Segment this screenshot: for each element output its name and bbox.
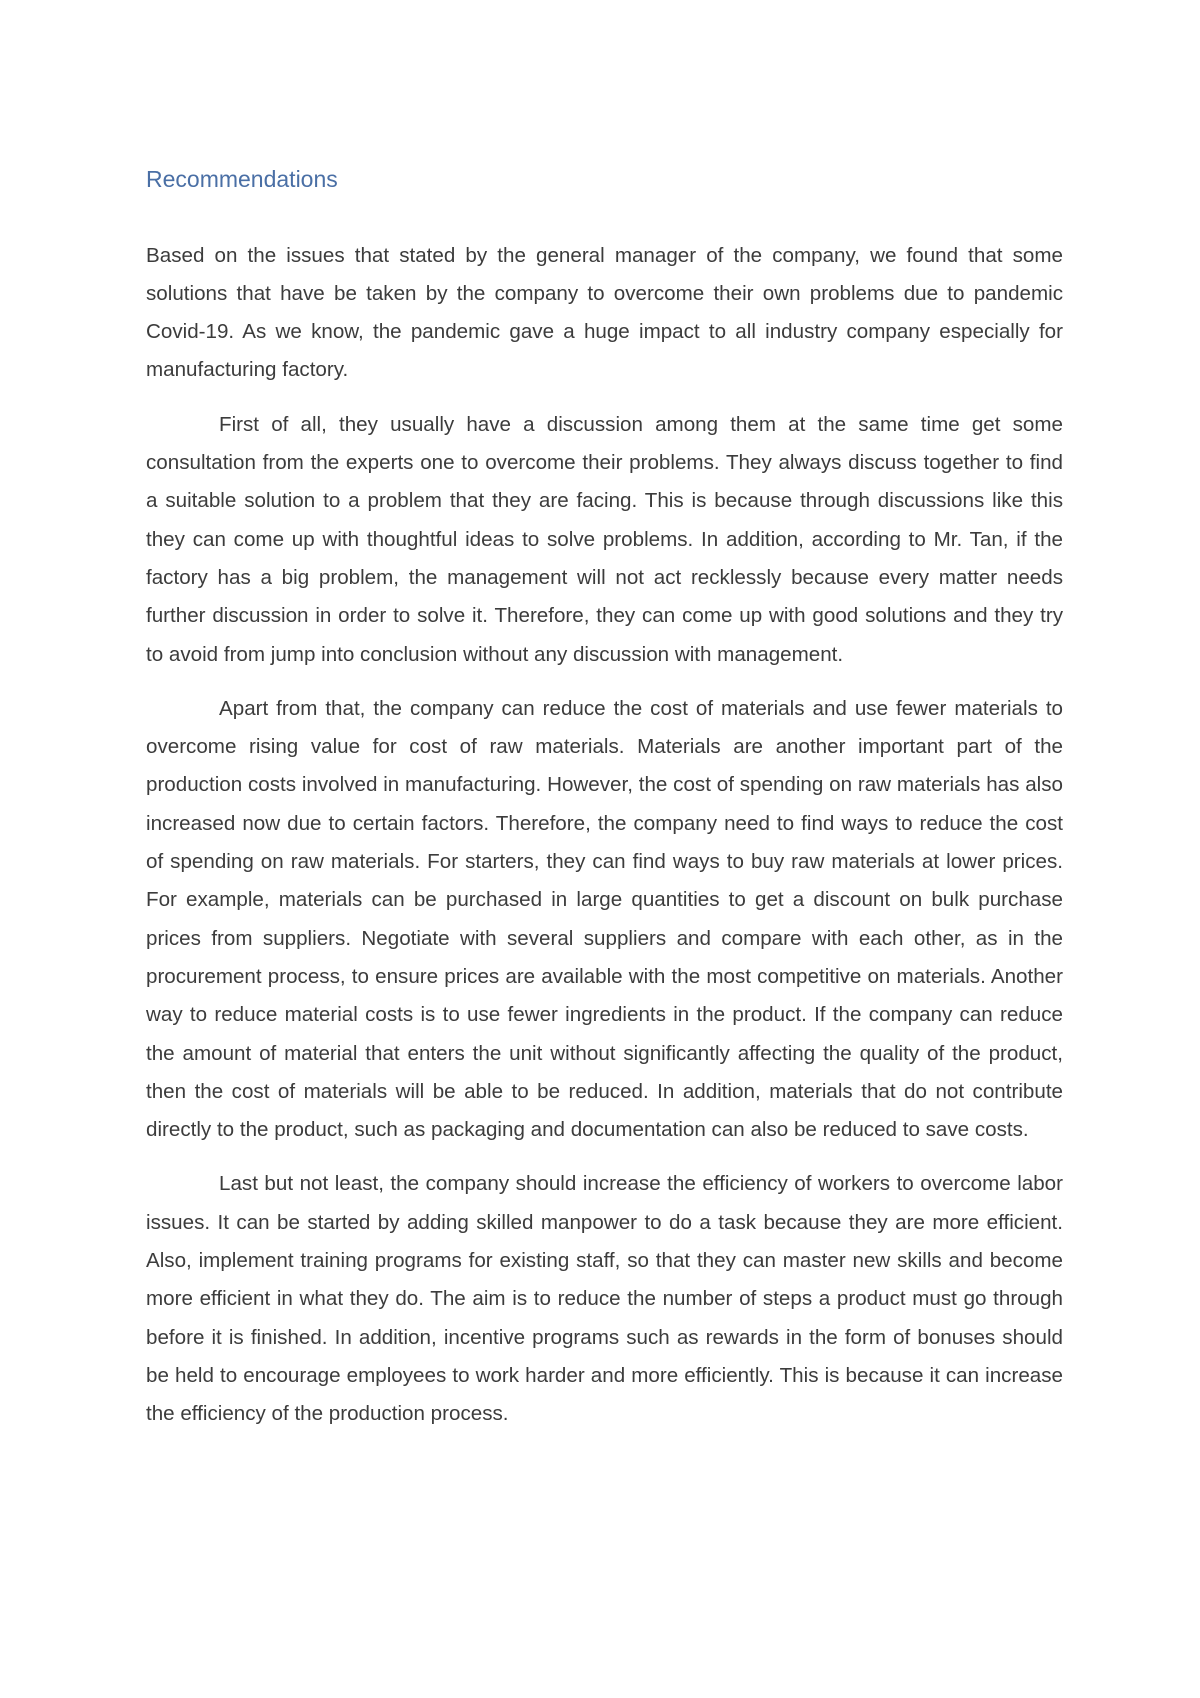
paragraph-intro: Based on the issues that stated by the general manager of the company, we found that some solutions that have be taken by the company to overcome their own problems due to pandemic Covid-19. As we know, the pandemic gave a huge impact to all industry company especially for manufacturing factory. xyxy=(146,243,1063,382)
section-heading: Recommendations xyxy=(146,166,338,192)
paragraph-efficiency: Last but not least, the company should increase the efficiency of workers to overcome labor issues. It can be started by adding skilled manpower to do a task because they are more efficient. Also, implement training programs for existing staff, so that they can master new skills and become more efficient in what they do. The aim is to reduce the number of steps a product must go through before it is finished. In addition, incentive programs such as rewards in the form of bonuses should be held to encourage employees to work harder and more efficiently. This is because it can increase the efficiency of the production process. xyxy=(146,1172,1063,1426)
document-body xyxy=(146,166,1063,1450)
paragraph-discussion: First of all, they usually have a discussion among them at the same time get some consultation from the experts one to overcome their problems. They always discuss together to find a suitable solution to a problem that they are facing. This is because through discussions like this they can come up with thoughtful ideas to solve problems. In addition, according to Mr. Tan, if the factory has a big problem, the management will not act recklessly because every matter needs further discussion in order to solve it. Therefore, they can come up with good solutions and they try to avoid from jump into conclusion without any discussion with management. xyxy=(146,412,1063,666)
paragraph-materials: Apart from that, the company can reduce the cost of materials and use fewer materials to overcome rising value for cost of raw materials. Materials are another important part of the production costs involved in manufacturing. However, the cost of spending on raw materials has also increased now due to certain factors. Therefore, the company need to find ways to reduce the cost of spending on raw materials. For starters, they can find ways to buy raw materials at lower prices. For example, materials can be purchased in large quantities to get a discount on bulk purchase prices from suppliers. Negotiate with several suppliers and compare with each other, as in the procurement process, to ensure prices are available with the most competitive on materials. Another way to reduce material costs is to use fewer ingredients in the product. If the company can reduce the amount of material that enters the unit without significantly affecting the quality of the product, then the cost of materials will be able to be reduced. In addition, materials that do not contribute directly to the product, such as packaging and documentation can also be reduced to save costs. xyxy=(146,696,1063,1142)
